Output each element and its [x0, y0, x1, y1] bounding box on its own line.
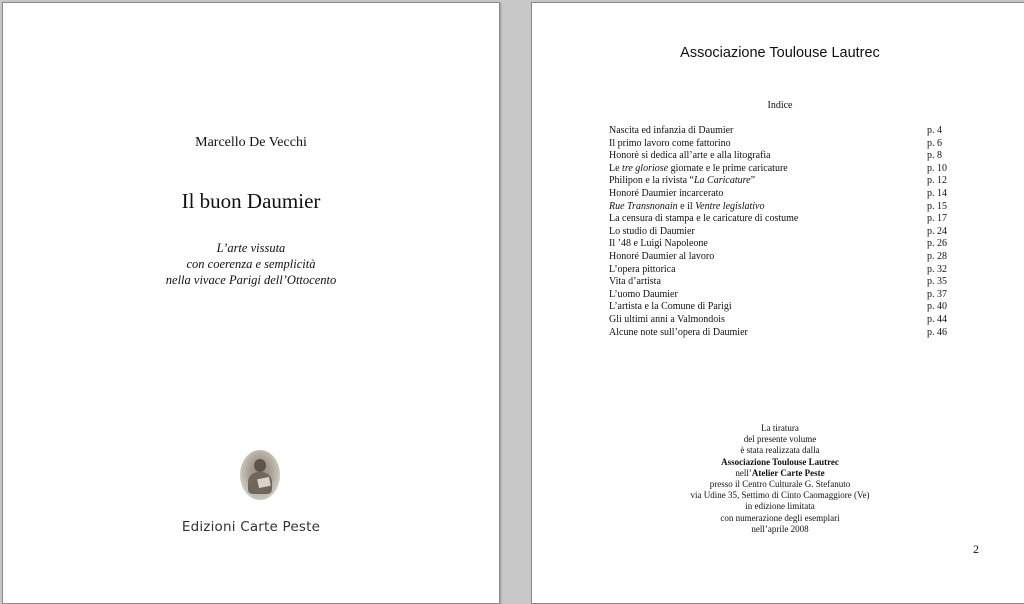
toc-entry-page: p. 15: [927, 200, 947, 212]
publisher-name: Edizioni Carte Peste: [181, 519, 321, 535]
toc-entry: [609, 251, 951, 264]
table-of-contents: [609, 125, 951, 339]
toc-entry-page: p. 4: [927, 125, 942, 136]
toc-entry-title: [609, 226, 695, 239]
toc-entry: [609, 201, 951, 214]
toc-entry-text: Honorè si dedica all’arte e alla litografia: [609, 150, 771, 162]
toc-entry-page: p. 40: [927, 301, 947, 313]
right-page: [531, 2, 1024, 604]
colophon-text: con numerazione degli esemplari: [720, 512, 840, 523]
colophon-text: presso il Centro Culturale G. Stefanuto: [709, 479, 851, 490]
colophon-line: [532, 423, 1024, 434]
toc-entry-text: L’artista e la Comune di Parigi: [609, 301, 732, 313]
colophon-text: Atelier Carte Peste: [751, 467, 825, 478]
toc-entry-text: Rue Transnonain: [609, 200, 678, 212]
toc-entry: [609, 125, 951, 138]
toc-entry-page: p. 44: [927, 313, 947, 325]
colophon-text: Associazione Toulouse Lautrec: [721, 456, 839, 467]
toc-entry-page: p. 24: [927, 225, 947, 237]
toc-entry-title: [609, 201, 764, 214]
colophon-text: via Udine 35, Settimo di Cinto Caomaggiore (Ve): [690, 490, 870, 501]
association-heading: Associazione Toulouse Lautrec: [680, 45, 880, 61]
toc-entry-text: tre gloriose: [622, 162, 669, 174]
toc-entry-page: p. 46: [927, 326, 947, 338]
colophon-text: del presente volume: [743, 434, 817, 445]
toc-entry-title: [609, 289, 678, 302]
toc-entry-title: [609, 301, 732, 314]
toc-entry-text: L’uomo Daumier: [609, 288, 678, 300]
toc-entry-page: p. 17: [927, 213, 947, 225]
toc-entry-text: Nascita ed infanzia di Daumier: [609, 125, 734, 136]
toc-entry-page: p. 6: [927, 137, 942, 149]
toc-entry: [609, 276, 951, 289]
toc-entry: [609, 301, 951, 314]
toc-entry-text: Honoré Daumier incarcerato: [609, 187, 724, 199]
toc-entry-page: p. 8: [927, 150, 942, 162]
toc-entry: [609, 238, 951, 251]
toc-entry: [609, 226, 951, 239]
book-title: Il buon Daumier: [181, 189, 321, 213]
toc-entry-text: giornate e le prime caricature: [668, 162, 788, 174]
colophon-line: [532, 468, 1024, 479]
toc-entry: [609, 138, 951, 151]
index-heading: Indice: [767, 100, 793, 111]
toc-entry: [609, 289, 951, 302]
colophon-line: [532, 479, 1024, 490]
toc-entry-page: p. 37: [927, 288, 947, 300]
toc-entry-text: Il primo lavoro come fattorino: [609, 137, 731, 149]
book-subtitle: [3, 240, 499, 288]
colophon-line: [532, 524, 1024, 535]
colophon-line: [532, 457, 1024, 468]
colophon-line: [532, 513, 1024, 524]
colophon-line: [532, 434, 1024, 445]
toc-entry-text: Ventre legislativo: [695, 200, 765, 212]
toc-entry-title: [609, 125, 733, 138]
author-name: Marcello De Vecchi: [195, 135, 307, 150]
toc-entry-title: [609, 188, 723, 201]
toc-entry-title: [609, 138, 731, 151]
colophon-line: [532, 445, 1024, 456]
left-page: [2, 2, 500, 604]
toc-entry-title: [609, 251, 714, 264]
colophon: [532, 423, 1024, 535]
toc-entry-text: Honoré Daumier al lavoro: [609, 250, 715, 262]
toc-entry-title: [609, 175, 755, 188]
toc-entry-text: e il: [677, 200, 696, 212]
toc-entry-text: ”: [750, 175, 756, 187]
toc-entry-title: [609, 163, 788, 176]
toc-entry-page: p. 26: [927, 238, 947, 250]
subtitle-line: L’arte vissuta: [216, 241, 286, 255]
toc-entry-text: La Caricature: [694, 175, 751, 187]
colophon-text: in edizione limitata: [745, 501, 815, 512]
toc-entry-title: [609, 264, 676, 277]
toc-entry-text: L’opera pittorica: [609, 263, 676, 275]
colophon-line: [532, 501, 1024, 512]
toc-entry-text: Alcune note sull’opera di Daumier: [609, 326, 748, 338]
toc-entry: [609, 188, 951, 201]
toc-entry-page: p. 35: [927, 276, 947, 288]
toc-entry-title: [609, 327, 748, 340]
toc-entry-text: Il ’48 e Luigi Napoleone: [609, 238, 708, 250]
toc-entry-page: p. 32: [927, 263, 947, 275]
toc-entry-text: La censura di stampa e le caricature di costume: [609, 213, 799, 225]
toc-entry-title: [609, 213, 798, 226]
toc-entry: [609, 150, 951, 163]
toc-entry-page: p. 12: [927, 175, 947, 187]
toc-entry-title: [609, 276, 661, 289]
toc-entry: [609, 314, 951, 327]
portrait-medallion-image: [240, 450, 280, 500]
toc-entry-text: Gli ultimi anni a Valmondois: [609, 313, 725, 325]
toc-entry-page: p. 10: [927, 162, 947, 174]
toc-entry-text: Vita d’artista: [609, 276, 661, 288]
toc-entry-page: p. 28: [927, 250, 947, 262]
toc-entry-title: [609, 314, 725, 327]
colophon-text: nell’aprile 2008: [751, 523, 809, 534]
colophon-line: [532, 490, 1024, 501]
toc-entry: [609, 163, 951, 176]
toc-entry-text: Le: [609, 162, 623, 174]
colophon-text: La tiratura: [761, 423, 799, 433]
colophon-text: nell’: [735, 467, 752, 478]
toc-entry-title: [609, 150, 771, 163]
toc-entry: [609, 327, 951, 340]
toc-entry-title: [609, 238, 708, 251]
toc-entry: [609, 213, 951, 226]
toc-entry-text: Philipon e la rivista “: [609, 175, 694, 187]
toc-entry-page: p. 14: [927, 187, 947, 199]
toc-entry: [609, 175, 951, 188]
colophon-text: è stata realizzata dalla: [740, 445, 820, 456]
subtitle-line: con coerenza e semplicità: [186, 257, 316, 271]
toc-entry: [609, 264, 951, 277]
subtitle-line: nella vivace Parigi dell’Ottocento: [165, 273, 337, 287]
page-number: 2: [973, 542, 979, 556]
toc-entry-text: Lo studio di Daumier: [609, 225, 695, 237]
